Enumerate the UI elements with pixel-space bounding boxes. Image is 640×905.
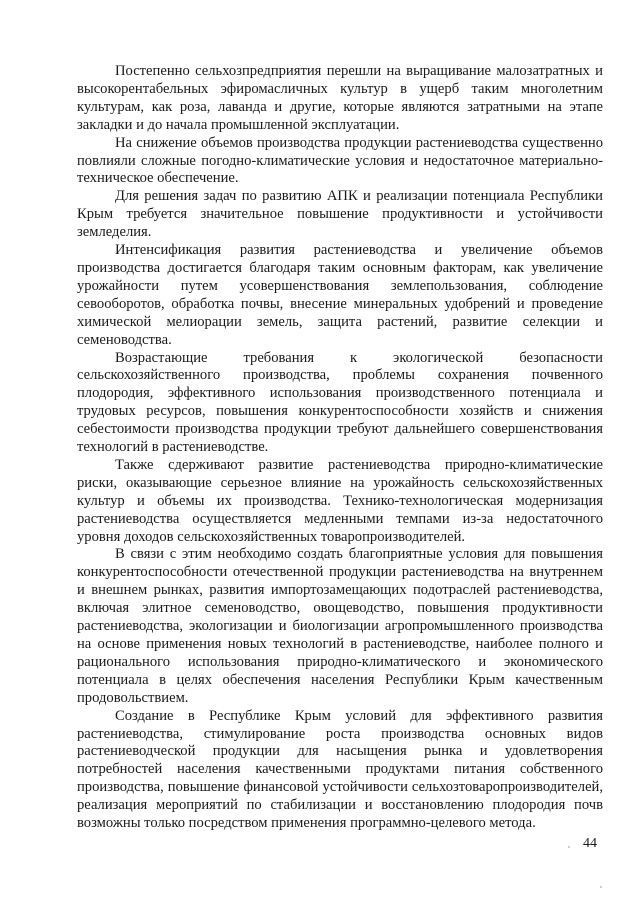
scan-speck — [600, 886, 602, 888]
paragraph-8: Создание в Республике Крым условий для эффективного развития растениеводства, стимулирование роста производства основных видов растениеводческой продукции для насыщения рынка и удовлетворения потребностей населения качественными продуктами питания собственного производства, повышение финансовой устойчивости сельхозтоваропроизводителей, реализация мероприятий по стабилизации и восстановлению плодородия почв возможны только посредством применения программно-целевого метода. — [77, 707, 603, 832]
paragraph-7: В связи с этим необходимо создать благоприятные условия для повышения конкурентоспособности отечественной продукции растениеводства на внутреннем и внешнем рынках, развития импортозамещающих подотраслей растениеводства, включая элитное семеноводство, овощеводство, повышения продуктивности растениеводства, экологизации и биологизации агропромышленного производства на основе применения новых технологий в растениеводстве, наиболее полного и рационального использования природно-климатического и экономического потенциала в целях обеспечения населения Республики Крым качественным продовольствием. — [77, 546, 603, 706]
paragraph-1: Постепенно сельхозпредприятия перешли на выращивание малозатратных и высокорентабельных эфиромасличных культур в ущерб таким многолетним культурам, как роза, лаванда и другие, которые являются затратными на этапе закладки и до начала промышленной эксплуатации. — [77, 63, 603, 133]
document-body — [77, 63, 603, 833]
paragraph-6: Также сдерживают развитие растениеводства природно-климатические риски, оказывающие серьезное влияние на урожайность сельскохозяйственных культур и объемы их производства. Технико-технологическая модернизация растениеводства осуществляется медленными темпами из-за недостаточного уровня доходов сельскохозяйственных товаропроизводителей. — [77, 456, 603, 545]
paragraph-3: Для решения задач по развитию АПК и реализации потенциала Республики Крым требуется значительное повышение продуктивности и устойчивости земледелия. — [77, 188, 603, 241]
page-number: 44 — [583, 836, 597, 851]
paragraph-4: Интенсификация развития растениеводства и увеличение объемов производства достигается благодаря таким основным факторам, как увеличение урожайности путем усовершенствования землепользования, соблюдение севооборотов, обработка почвы, внесение минеральных удобрений и проведение химической мелиорации земель, защита растений, развитие селекции и семеноводства. — [77, 242, 603, 348]
paragraph-2: На снижение объемов производства продукции растениеводства существенно повлияли сложные погодно-климатические условия и недостаточное материально-техническое обеспечение. — [77, 134, 603, 187]
paragraph-5: Возрастающие требования к экологической безопасности сельскохозяйственного производства, проблемы сохранения почвенного плодородия, эффективного использования производственного потенциала и трудовых ресурсов, повышения конкурентоспособности хозяйств и снижения себестоимости производства продукции требуют дальнейшего совершенствования технологий в растениеводстве. — [77, 349, 603, 456]
scan-speck — [568, 846, 570, 848]
